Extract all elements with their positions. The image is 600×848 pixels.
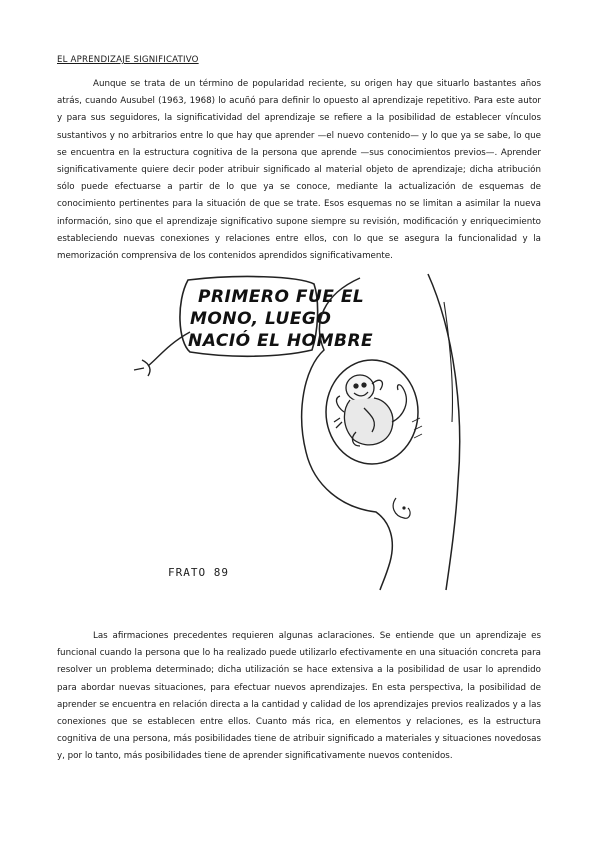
- artist-signature: FRATO 89: [168, 566, 229, 579]
- document-title: EL APRENDIZAJE SIGNIFICATIVO: [57, 55, 199, 65]
- speech-line-1: PRIMERO FUE EL: [198, 287, 365, 307]
- cartoon-illustration: [128, 272, 478, 592]
- paragraph-1: [57, 76, 541, 265]
- paragraph-2-text: Las afirmaciones precedentes requieren algunas aclaraciones. Se entiende que un aprendizaje es funcional cuando la persona que lo ha realizado puede utilizarlo efectivamente en una situación concreta para resolver un problema determinado; dicha utilización se hace extensiva a la posibilidad de usar lo aprendido para abordar nuevas situaciones, para efectuar nuevos aprendizajes. En esta perspectiva, la posibilidad de aprender se encuentra en relación directa a la cantidad y calidad de los aprendizajes previos realizados y a las conexiones que se establecen entre ellos. Cuanto más rica, en elementos y relaciones, es la estructura cognitiva de una persona, más posibilidades tiene de atribuir significado a materiales y situaciones novedosas y, por lo tanto, más posibilidades tiene de aprender significativamente nuevos contenidos.: [57, 631, 541, 762]
- speech-line-2: MONO, LUEGO: [190, 309, 332, 329]
- speech-bubble-tail: [148, 332, 190, 366]
- paragraph-1-text: Aunque se trata de un término de popularidad reciente, su origen hay que situarlo bastantes años atrás, cuando Ausubel (1963, 1968) lo acuñó para definir lo opuesto al aprendizaje repetitivo. Para este autor y para sus seguidores, la significatividad del aprendizaje se refiere a la posibilidad de establecer vínculos sustantivos y no arbitrarios entre lo que hay que aprender —el nuevo contenido— y lo que ya se sabe, lo que se encuentra en la estructura cognitiva de la persona que aprende —sus conocimientos previos—. Aprender significativamente quiere decir poder atribuir significado al material objeto de aprendizaje; dicha atribución sólo puede efectuarse a partir de lo que ya se conoce, mediante la actualización de esquemas de conocimiento pertinentes para la situación de que se trate. Esos esquemas no se limitan a asimilar la nueva información, sino que el aprendizaje significativo supone siempre su revisión, modificación y enriquecimiento estableciendo nuevas conexiones y relaciones entre ellos, con lo que se asegura la funcionalidad y la memorización comprensiva de los contenidos aprendidos significativamente.: [57, 79, 541, 262]
- monkey-fetus: [334, 375, 406, 446]
- speech-line-3: NACIÓ EL HOMBRE: [188, 331, 374, 351]
- small-face: [393, 498, 410, 518]
- paragraph-2: [57, 628, 541, 766]
- cartoon-drawing: [128, 272, 478, 592]
